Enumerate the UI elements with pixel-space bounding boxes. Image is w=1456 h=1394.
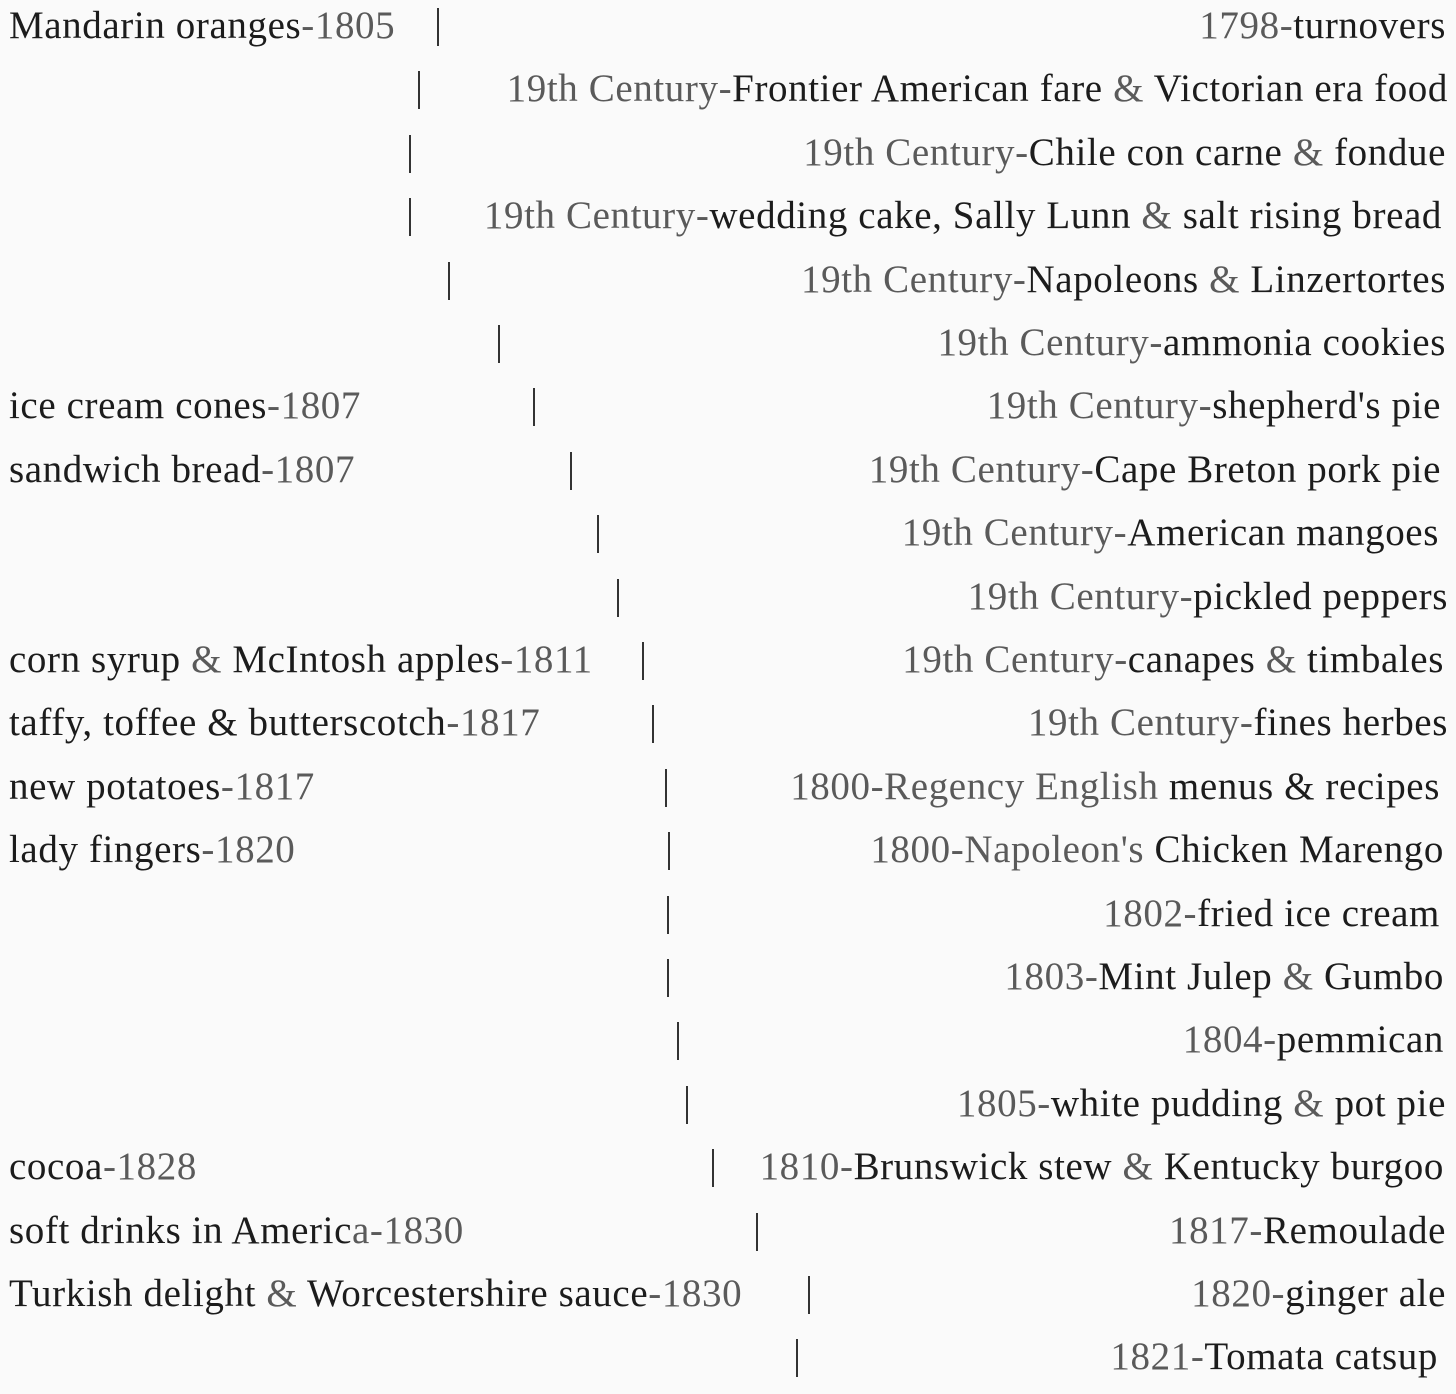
timeline-row (0, 507, 1456, 570)
timeline-divider (686, 1086, 688, 1124)
year-text: 1800-Napoleon's (870, 828, 1145, 872)
food-text: pemmican (1276, 1018, 1444, 1062)
food-text: corn syrup (9, 638, 192, 681)
year-text: 19th Century- (937, 321, 1163, 364)
timeline-divider (652, 705, 654, 743)
year-text: & (1282, 955, 1314, 998)
timeline-divider (808, 1276, 810, 1314)
food-text: ice cream cones (9, 384, 268, 428)
timeline-divider (418, 71, 420, 109)
year-text: 1800-Regency English (790, 764, 1159, 808)
year-text: 19th Century- (483, 194, 710, 238)
food-text: Chile con carne (1028, 130, 1293, 174)
right-entry (1028, 697, 1448, 749)
year-text: 19th Century- (986, 384, 1213, 428)
year-text: -1828 (102, 1145, 197, 1189)
year-text: 1810- (759, 1145, 854, 1189)
food-text: Worcestershire sauce (297, 1272, 649, 1315)
year-text: & (1265, 638, 1297, 681)
year-text: 1802- (1103, 891, 1198, 935)
food-text: canapes (1127, 638, 1266, 681)
timeline-row (0, 1141, 1456, 1204)
timeline-divider (668, 832, 670, 870)
timeline-row (0, 1205, 1456, 1268)
food-text: taffy, toffee & butterscotch (9, 701, 447, 745)
right-entry (937, 317, 1446, 369)
timeline-divider (665, 769, 667, 807)
timeline-divider (617, 579, 619, 617)
year-text: a-1830 (351, 1208, 464, 1252)
timeline-row (0, 1014, 1456, 1077)
timeline-row (0, 380, 1456, 443)
timeline-divider (796, 1339, 798, 1377)
timeline-divider (712, 1149, 714, 1187)
year-text: -1807 (261, 447, 356, 491)
food-text: Remoulade (1262, 1208, 1446, 1252)
timeline-row (0, 697, 1456, 760)
right-entry (760, 1141, 1444, 1193)
timeline-divider (448, 262, 450, 300)
timeline-row (0, 634, 1456, 697)
timeline-divider (409, 135, 411, 173)
food-text: salt rising bread (1172, 194, 1442, 238)
year-text: 19th Century- (901, 511, 1128, 555)
timeline-row (0, 888, 1456, 951)
year-text: 19th Century- (868, 447, 1095, 491)
year-text: & (1141, 194, 1173, 238)
food-text: Brunswick stew (853, 1145, 1123, 1189)
right-entry (507, 63, 1448, 115)
right-entry (484, 190, 1442, 242)
left-entry (9, 0, 395, 52)
right-entry (957, 1078, 1446, 1130)
year-text: -1811 (500, 638, 593, 681)
year-text: -1817 (446, 701, 541, 745)
left-entry (9, 697, 540, 749)
timeline-row (0, 1331, 1456, 1394)
left-entry (9, 824, 295, 876)
timeline-row (0, 951, 1456, 1014)
year-text: 1803- (1004, 955, 1099, 998)
right-entry (902, 634, 1444, 686)
food-text: cocoa (9, 1145, 103, 1189)
right-entry (790, 761, 1440, 813)
timeline-divider (756, 1213, 758, 1251)
right-entry (902, 507, 1439, 559)
timeline-row (0, 1078, 1456, 1141)
year-text: 19th Century- (506, 67, 733, 111)
timeline-row (0, 1268, 1456, 1331)
right-entry (870, 824, 1444, 876)
timeline-divider (667, 959, 669, 997)
right-entry (1169, 1205, 1446, 1257)
right-entry (1110, 1331, 1438, 1383)
year-text: -1830 (648, 1272, 743, 1315)
year-text: & (266, 1272, 298, 1315)
food-text: Victorian era food (1144, 67, 1448, 111)
right-entry (803, 127, 1446, 179)
food-text: Gumbo (1313, 955, 1444, 998)
food-text: Mint Julep (1098, 955, 1283, 998)
timeline-row (0, 190, 1456, 253)
left-entry (9, 1141, 197, 1193)
year-text: 1820- (1191, 1272, 1286, 1315)
timeline-row (0, 63, 1456, 126)
food-text: timbales (1296, 638, 1444, 681)
year-text: 19th Century- (801, 257, 1027, 301)
timeline-divider (437, 8, 439, 46)
year-text: 1804- (1182, 1018, 1277, 1062)
food-text: pot pie (1324, 1081, 1446, 1125)
food-text: new potatoes (9, 764, 221, 808)
food-text: pickled peppers (1193, 574, 1448, 618)
right-entry (1004, 951, 1444, 1003)
timeline-divider (642, 642, 644, 680)
year-text: -1807 (267, 384, 362, 428)
food-text: American mangoes (1127, 511, 1439, 555)
timeline-divider (533, 388, 535, 426)
timeline-row (0, 571, 1456, 634)
year-text: -1817 (220, 764, 315, 808)
right-entry (1183, 1014, 1444, 1066)
year-text: & (1122, 1145, 1154, 1189)
food-text: Frontier American fare (732, 67, 1114, 111)
food-text: lady fingers (9, 828, 202, 872)
timeline-divider (570, 452, 572, 490)
right-entry (1103, 888, 1440, 940)
year-text: & (1292, 130, 1324, 174)
timeline-divider (597, 515, 599, 553)
food-text: fried ice cream (1197, 891, 1440, 935)
left-entry (9, 1268, 742, 1320)
food-text: turnovers (1293, 4, 1446, 47)
food-text: ginger ale (1285, 1272, 1446, 1315)
left-entry (9, 634, 593, 686)
timeline-row (0, 444, 1456, 507)
year-text: & (1113, 67, 1145, 111)
food-text: fondue (1323, 130, 1446, 174)
year-text: 19th Century- (967, 574, 1194, 618)
timeline-row (0, 127, 1456, 190)
left-entry (9, 444, 355, 496)
left-entry (9, 761, 315, 813)
timeline-divider (498, 325, 500, 363)
right-entry (869, 444, 1441, 496)
timeline-row (0, 317, 1456, 380)
food-text: soft drinks in Americ (9, 1208, 352, 1252)
year-text: 1805- (956, 1081, 1051, 1125)
left-entry (9, 1205, 464, 1257)
food-text: Linzertortes (1240, 257, 1446, 301)
left-entry (9, 380, 361, 432)
year-text: 1817- (1168, 1208, 1263, 1252)
food-text: McIntosh apples (222, 638, 501, 681)
timeline-divider (677, 1022, 679, 1060)
timeline-row (0, 254, 1456, 317)
year-text: -1805 (301, 4, 396, 47)
year-text: 19th Century- (803, 130, 1029, 174)
year-text: & (1293, 1081, 1325, 1125)
year-text: -1820 (201, 828, 296, 872)
food-text: ammonia cookies (1162, 321, 1446, 364)
right-entry (987, 380, 1441, 432)
year-text: & (191, 638, 222, 681)
food-text: menus & recipes (1158, 764, 1440, 808)
year-text: & (1209, 257, 1241, 301)
food-text: Cape Breton pork pie (1094, 447, 1441, 491)
food-text: Chicken Marengo (1144, 828, 1444, 872)
timeline-row (0, 824, 1456, 887)
food-text: Kentucky burgoo (1153, 1145, 1444, 1189)
food-text: Turkish delight (9, 1272, 267, 1315)
year-text: 19th Century- (1027, 701, 1254, 745)
right-entry (1199, 0, 1446, 52)
timeline-divider (409, 198, 411, 236)
food-text: fines herbes (1253, 701, 1448, 745)
year-text: 1821- (1110, 1335, 1205, 1379)
timeline-divider (667, 896, 669, 934)
food-text: white pudding (1050, 1081, 1294, 1125)
food-text: shepherd's pie (1212, 384, 1441, 428)
right-entry (801, 254, 1446, 306)
year-text: 1798- (1199, 4, 1294, 47)
food-text: Tomata catsup (1204, 1335, 1438, 1379)
food-text: sandwich bread (9, 447, 262, 491)
food-text: Mandarin oranges (9, 4, 302, 47)
food-text: wedding cake, Sally Lunn (709, 194, 1142, 238)
food-text: Napoleons (1026, 257, 1210, 301)
timeline-row (0, 0, 1456, 63)
right-entry (968, 571, 1448, 623)
timeline-row (0, 761, 1456, 824)
right-entry (1191, 1268, 1446, 1320)
year-text: 19th Century- (902, 638, 1128, 681)
